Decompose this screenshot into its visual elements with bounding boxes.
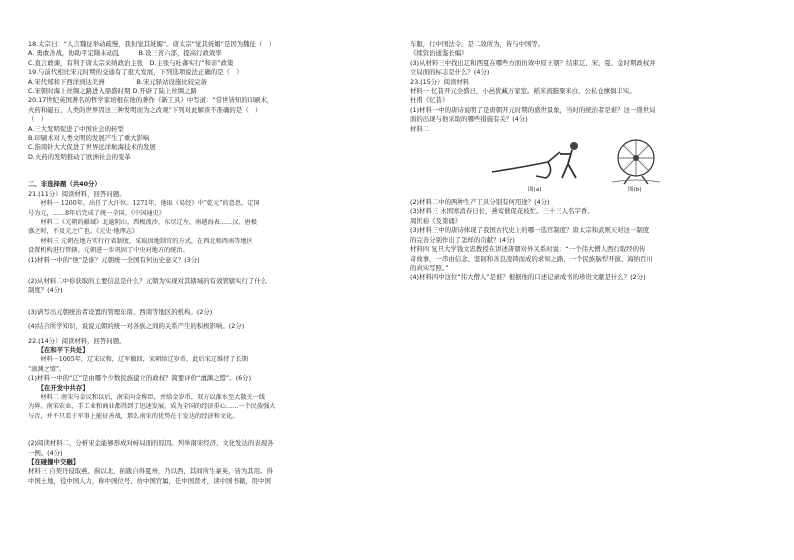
text-line: 杜甫《忆昔》 — [410, 96, 449, 105]
right-column-top — [410, 40, 772, 134]
text-line: C.宋朝时海上丝绸之路进入鼎盛时期 D.开辟了陆上丝绸之路 — [28, 87, 197, 96]
text-line: 号为元，……8年后完成了统一全国。《中国通史》 — [28, 209, 165, 217]
text-line: 奇故事，一串由信念、坚韧和善良凌铸而成的求知之路，一个民族脑悍开拔、海纳百川 — [410, 254, 653, 263]
text-line: C.直言敢谏，有利于唐太宗采纳政治主张 D.主张与吐蕃实行“和亲”政策 — [28, 58, 234, 67]
text-line: 立局面的标志是什么？(4分) — [410, 68, 490, 77]
text-line: 《续资治通鉴长编》 — [410, 49, 468, 58]
text-line: (2)材料二中的两种生产工具分别有何用途？(4分) — [410, 198, 550, 207]
waterwheel-illustration — [610, 136, 662, 186]
text-line: 制度？(4分) — [28, 286, 63, 295]
text-line: 材料一 1260年，出任了大汗位。1271年，他取《易经》中“乾元”的意思，定国 — [28, 200, 260, 208]
text-line: 的真实写照。” — [410, 263, 449, 272]
text-line: 材料四 复旦大学钱文忠教授在讲述唐朝对外关系时说：“一个伟大僧人西行取经的传 — [410, 245, 646, 254]
text-line: 的完善分别作出了怎样的贡献？(4分) — [410, 235, 515, 244]
text-line: (3)材料三中的唐诗体现了我国古代史上的哪一选官制度？唐太宗和武则天对这一制度 — [410, 226, 650, 235]
right-column — [410, 40, 772, 283]
text-line: 材料一1005年，辽宋议和，辽军撤回，宋朝给辽岁币，此后宋辽维持了长期 — [28, 356, 248, 364]
text-line: (4)结合所学知识，说说元朝的统一对各族之间的关系产生的积极影响。(2分) — [28, 322, 245, 331]
text-line: 20.17世纪英国著名的哲学家培根在他的著作《新工具》中写道：“常世皆知的印刷术， — [28, 96, 274, 105]
text-line: 盛之时，不及元之广也。《元史·地理志》 — [28, 228, 139, 236]
text-line: 22.(14分）阅读材料，回答问题。 — [28, 336, 126, 345]
text-line: 与否，并不只看于军事上能征善战，那么南宋的优势在于发达的经济和文化。 — [28, 412, 239, 420]
spacer — [28, 421, 390, 439]
text-line: 19.与前代相比宋元时期的交通有了很大发展，下列选项说法正确的是（ ） — [28, 68, 243, 77]
text-line: (3)请写出元朝统治者设置的管理东南、西南等地区的机构。(2分) — [28, 307, 213, 316]
spacer — [28, 296, 390, 308]
text-line: (3)从材料三中找出辽和西夏在哪些方面仿效中原王朝？结束辽、宋、夏、金时期政权并 — [410, 58, 656, 67]
text-line: (2)阅读材料二，分析宋金能够形成对峙局面的原因。列举南宋经济、文化发达的表现各 — [28, 439, 274, 448]
text-line: 一例。(4分) — [28, 448, 63, 457]
left-column — [28, 40, 390, 486]
text-line: 材料二 南宋与金议和以后，南宋向金称臣，并给金岁币，双方以淮水至大散关一线 — [28, 394, 266, 401]
text-line: 【在和平下共处】 — [28, 345, 89, 354]
text-line: 材料二《元朝的疆域》北逾阴山，西极流沙，东尽辽左，南越海表……汉、唐极 — [28, 218, 257, 226]
text-line: (1)材料一中的“辽”是由哪个少数民族建立的政权？简要评价“澶渊之盟”。(6分) — [28, 374, 252, 383]
text-line: A.三大发明促进了中国社会的转型 — [28, 124, 124, 133]
text-line: A.宋代郑和下西洋到达美洲 B.宋元驿站设施比较完备 — [28, 77, 207, 86]
text-line: A. 勇敢善战，协助平定隋末动乱 B.设三省六部，提高行政效率 — [28, 49, 222, 58]
text-line: (4)材料四中这位“伟大僧人”是谁？根据他的口述记录成书的珍贵文献是什么？(2分) — [410, 273, 646, 282]
text-line: D.火药的发明推动了欧洲社会的变革 — [28, 152, 131, 161]
figure-b-caption: 图(b) — [628, 187, 642, 194]
figure-area — [410, 136, 772, 196]
spacer — [28, 265, 390, 277]
text-line: 设置机构进行管辖。元朝进一步巩固了中央对地方的统治。 — [28, 247, 189, 255]
text-line: 二、非选择题（共40分） — [28, 180, 101, 189]
text-line: （ ） — [28, 115, 48, 124]
text-line: C.指南针大大促进了世界远洋航海技术的发展 — [28, 143, 156, 152]
right-column-bottom — [410, 198, 772, 283]
text-line: 面的出现与他采取的哪些措施有关？(4分) — [410, 115, 528, 124]
text-line: (2)从材料二中你获取的主要信息是什么？元朝为实现对其辖域的有效管辖实行了什么 — [28, 276, 268, 285]
text-line: B.印刷术对人类文明的发展产生了重大影响 — [28, 134, 150, 143]
text-line: 材料二 — [410, 124, 430, 133]
text-line: 23.(15分）阅读材料 — [410, 77, 470, 86]
text-line: 中国土地，役中国人力，称中国位号，仿中国官属，任中国贤才，读中国书籍，用中国 — [28, 476, 271, 485]
text-line: 为界。南宋农业、手工业和商业都得到了迅速发展，成为全国的经济重心……一个民族强大 — [28, 403, 276, 411]
spacer — [28, 162, 390, 180]
text-line: 21.(11分）阅读材料，回答问题。 — [28, 189, 126, 198]
text-line: 材料三 自契丹侵取燕、蓟以北，拓跋自得夏州，乃以西，其间所生豪英，皆为其用。得 — [28, 467, 273, 476]
text-line: (3)材料三 水国寒消春日长，燕莺催促花枝忙。三十三人名字香。 — [410, 207, 594, 216]
text-line: 周匡裕《及第诵》 — [410, 216, 462, 225]
plough-illustration — [488, 138, 598, 184]
text-line: 【在碰撞中交融】 — [28, 458, 80, 467]
text-line: 【在开发中共存】 — [28, 383, 89, 392]
figure-a-caption: 图(a) — [528, 187, 542, 194]
text-line: (1)材料一中的唐诗说明了是唐朝开元时期的盛世景象，当时的统治者是谁？这一盛世局 — [410, 105, 656, 114]
text-line: 材料一 忆昔开元全盛日，小邑犹藏万家室。稻米流脂粟米白，公私仓廪俱丰实。 — [410, 87, 636, 96]
text-line: 材料三 元朝在地方实行行省制度，采取因地制宜的方式，在西北和西南等地区 — [28, 237, 253, 245]
text-line: 火药和磁石，人类的世界因这三种发明而为之改观”下列对此解读不准确的是（ ） — [28, 105, 262, 114]
text-line: 18.太宗曰：“人言魏征举动疏慢，我但觉其妩媚”。唐太宗“觉其妩媚”是因为魏征（ ） — [28, 40, 276, 48]
text-line: (1)材料一中的“他”是谁？元朝统一全国有何历史意义？(3分) — [28, 255, 200, 264]
text-line: “澶渊之盟”。 — [28, 365, 66, 373]
text-line: 车服，行中国法令。是二敌所为，皆与中国等。 — [410, 40, 545, 48]
